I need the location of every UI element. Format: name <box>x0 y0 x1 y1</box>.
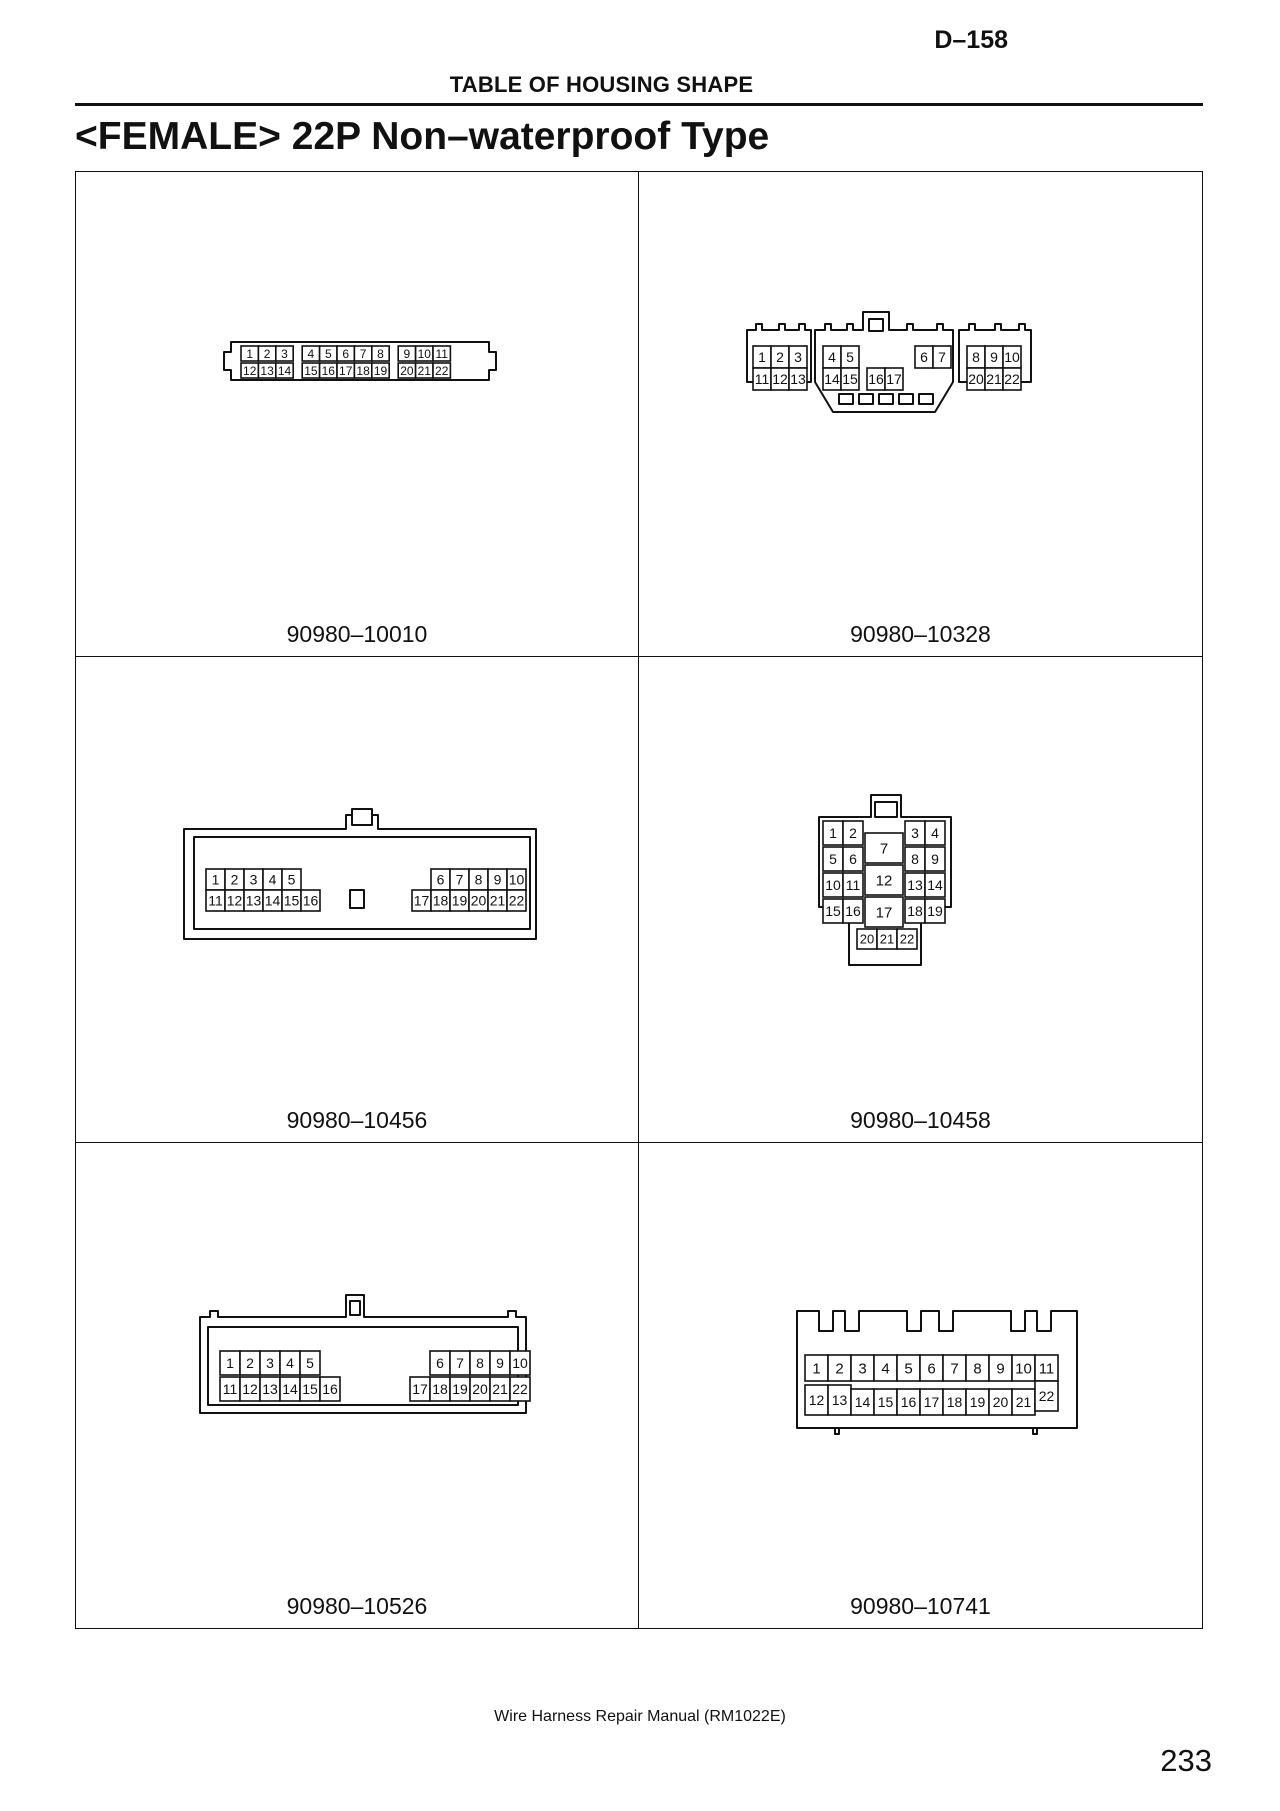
pin-cavity <box>416 363 433 378</box>
pin-number: 17 <box>886 371 902 388</box>
pin-number: 15 <box>304 363 318 378</box>
pin-number: 13 <box>260 363 274 378</box>
pin-number: 4 <box>881 1360 890 1378</box>
pin-number: 8 <box>972 349 980 366</box>
pin-number: 3 <box>281 346 288 361</box>
pin-number: 19 <box>452 1380 468 1397</box>
pin-number: 15 <box>283 892 300 909</box>
pin-cavity <box>841 368 859 390</box>
pin-number: 22 <box>435 363 449 378</box>
pin-cavity <box>431 890 450 911</box>
pin-number: 21 <box>986 371 1002 388</box>
pin-cavity <box>771 346 789 368</box>
pin-number: 16 <box>302 892 319 909</box>
pin-cavity <box>989 1389 1012 1415</box>
pin-number: 7 <box>455 871 464 888</box>
pin-number: 3 <box>858 1360 867 1378</box>
pin-cavity <box>225 890 244 911</box>
pin-cavity <box>470 1377 490 1401</box>
pin-number: 12 <box>243 363 257 378</box>
pin-number: 18 <box>907 903 923 920</box>
pin-cavity <box>905 873 925 897</box>
lock-tab <box>352 809 372 825</box>
pin-cavity <box>1012 1389 1035 1415</box>
pin-cavity <box>905 847 925 871</box>
pin-cavity <box>925 873 945 897</box>
page-code: D–158 <box>934 26 1008 54</box>
pin-cavity <box>915 346 933 368</box>
pin-cavity <box>206 869 225 890</box>
pin-number: 9 <box>496 1354 504 1371</box>
pin-cavity <box>320 346 337 361</box>
pin-cavity <box>753 346 771 368</box>
pin-number: 18 <box>432 1380 448 1397</box>
pin-cavity <box>805 1385 828 1415</box>
pin-cavity <box>823 847 843 871</box>
pin-cavity <box>885 368 903 390</box>
pin-number: 20 <box>472 1380 488 1397</box>
pin-cavity <box>753 368 771 390</box>
pin-cavity <box>925 821 945 845</box>
pin-number: 9 <box>403 346 411 361</box>
key-slot <box>350 890 364 908</box>
pin-cavity <box>851 1355 874 1381</box>
pin-cavity <box>263 869 282 890</box>
pin-number: 15 <box>842 371 858 388</box>
pin-number: 1 <box>226 1354 234 1371</box>
pin-cavity <box>805 1355 828 1381</box>
pin-number: 7 <box>950 1360 959 1378</box>
pin-cavity <box>828 1355 851 1381</box>
pin-cavity <box>240 1351 260 1375</box>
pin-cavity <box>851 1389 874 1415</box>
pin-cavity <box>771 368 789 390</box>
pin-cavity <box>398 363 415 378</box>
pin-number: 19 <box>969 1393 986 1410</box>
pin-number: 21 <box>879 932 895 948</box>
pin-number: 17 <box>923 1393 940 1410</box>
pin-number: 6 <box>920 349 928 366</box>
pin-cavity <box>823 346 841 368</box>
pin-number: 10 <box>417 346 431 361</box>
pin-number: 13 <box>907 877 923 894</box>
pin-cavity <box>260 1377 280 1401</box>
slot <box>899 394 913 404</box>
pin-cavity <box>966 1355 989 1381</box>
pin-cavity <box>920 1355 943 1381</box>
pin-cavity <box>320 1377 340 1401</box>
pin-cavity <box>450 869 469 890</box>
pin-number: 14 <box>824 371 840 388</box>
pin-number: 15 <box>302 1380 318 1397</box>
pin-cavity <box>412 890 431 911</box>
pin-number: 15 <box>877 1393 894 1410</box>
pin-cavity <box>263 890 282 911</box>
pin-number: 14 <box>282 1380 298 1397</box>
pin-cavity <box>867 368 885 390</box>
pin-cavity <box>450 890 469 911</box>
pin-number: 14 <box>277 363 292 378</box>
pin-cavity <box>857 929 877 949</box>
pin-cavity <box>789 346 807 368</box>
pin-number: 17 <box>875 904 893 922</box>
pin-cavity <box>372 346 389 361</box>
pin-number: 9 <box>493 871 502 888</box>
connector-table <box>75 171 1203 1629</box>
pin-number: 9 <box>996 1360 1005 1378</box>
pin-number: 16 <box>845 903 861 920</box>
pin-cavity <box>490 1377 510 1401</box>
pin-number: 22 <box>1004 371 1020 388</box>
pin-number: 16 <box>868 371 884 388</box>
part-number: 90980–10010 <box>286 621 428 648</box>
pin-number: 11 <box>435 346 448 361</box>
pin-cavity <box>320 363 337 378</box>
pin-number: 13 <box>790 371 806 388</box>
pin-cavity <box>985 346 1003 368</box>
pin-cavity <box>280 1377 300 1401</box>
pin-cavity <box>220 1351 240 1375</box>
pin-number: 18 <box>946 1393 963 1410</box>
pin-number: 8 <box>973 1360 982 1378</box>
pin-number: 2 <box>246 1354 254 1371</box>
connector-diagram-10741 <box>639 1143 1203 1629</box>
pin-cavity <box>488 869 507 890</box>
pin-number: 2 <box>263 346 271 361</box>
pin-number: 16 <box>321 363 335 378</box>
pin-cavity <box>865 897 903 927</box>
pin-number: 10 <box>1015 1360 1032 1378</box>
pin-cavity <box>510 1351 530 1375</box>
pin-number: 8 <box>377 346 384 361</box>
pin-number: 13 <box>262 1380 278 1397</box>
slot <box>859 394 873 404</box>
lock-tab <box>875 802 897 817</box>
connector-diagram-10328 <box>639 172 1203 658</box>
pin-number: 12 <box>226 892 243 909</box>
pin-number: 22 <box>508 892 525 909</box>
pin-cavity <box>280 1351 300 1375</box>
pin-number: 4 <box>931 825 939 842</box>
pin-number: 6 <box>342 346 350 361</box>
pin-cavity <box>431 869 450 890</box>
pin-number: 10 <box>825 877 841 894</box>
pin-cavity <box>372 363 389 378</box>
section-title: TABLE OF HOUSING SHAPE <box>449 72 754 97</box>
pin-number: 16 <box>322 1380 338 1397</box>
part-number: 90980–10456 <box>286 1106 428 1133</box>
pin-number: 8 <box>911 851 919 868</box>
pin-cavity <box>433 363 450 378</box>
pin-number: 9 <box>931 851 939 868</box>
pin-cavity <box>823 899 843 923</box>
pin-number: 10 <box>512 1354 528 1371</box>
pin-cavity <box>301 890 320 911</box>
pin-cavity <box>430 1377 450 1401</box>
pin-cavity <box>300 1377 320 1401</box>
pin-cavity <box>354 346 371 361</box>
pin-cavity <box>469 890 488 911</box>
pin-cavity <box>874 1355 897 1381</box>
pin-number: 4 <box>307 346 315 361</box>
pin-number: 11 <box>208 892 223 909</box>
pin-number: 10 <box>508 871 525 888</box>
pin-number: 20 <box>470 892 487 909</box>
pin-number: 18 <box>356 363 370 378</box>
pin-cavity <box>1012 1355 1035 1381</box>
pin-cavity <box>943 1389 966 1415</box>
pin-number: 14 <box>927 877 943 894</box>
connector-cell <box>76 657 639 1142</box>
pin-cavity <box>920 1389 943 1415</box>
pin-number: 2 <box>230 871 239 888</box>
pin-cavity <box>282 890 301 911</box>
pin-cavity <box>943 1355 966 1381</box>
pin-cavity <box>1003 346 1021 368</box>
pin-number: 12 <box>772 371 788 388</box>
pin-cavity <box>507 869 526 890</box>
pin-cavity <box>897 1355 920 1381</box>
pin-number: 4 <box>268 871 277 888</box>
pin-number: 5 <box>306 1354 314 1371</box>
pin-number: 11 <box>1038 1360 1055 1378</box>
slot <box>879 394 893 404</box>
pin-cavity <box>241 346 258 361</box>
pin-number: 8 <box>476 1354 484 1371</box>
pin-number: 19 <box>927 903 943 920</box>
pin-cavity <box>398 346 415 361</box>
part-number: 90980–10458 <box>850 1106 991 1133</box>
manual-title: Wire Harness Repair Manual (RM1022E) <box>494 1708 786 1725</box>
pin-cavity <box>877 929 897 949</box>
pin-cavity <box>967 346 985 368</box>
pin-number: 21 <box>492 1380 508 1397</box>
pin-number: 13 <box>831 1391 848 1408</box>
pin-cavity <box>244 890 263 911</box>
pin-cavity <box>925 899 945 923</box>
pin-cavity <box>985 368 1003 390</box>
pin-number: 21 <box>1015 1393 1032 1410</box>
pin-cavity <box>1003 368 1021 390</box>
pin-cavity <box>302 363 319 378</box>
pin-number: 17 <box>412 1380 428 1397</box>
pin-cavity <box>897 929 917 949</box>
pin-cavity <box>416 346 433 361</box>
pin-number: 20 <box>992 1393 1009 1410</box>
pin-number: 3 <box>249 871 258 888</box>
pin-number: 9 <box>990 349 998 366</box>
pin-number: 3 <box>794 349 802 366</box>
pin-cavity <box>337 363 354 378</box>
pin-number: 21 <box>417 363 431 378</box>
pin-cavity <box>220 1377 240 1401</box>
pin-cavity <box>300 1351 320 1375</box>
pin-cavity <box>450 1377 470 1401</box>
pin-number: 6 <box>927 1360 936 1378</box>
pin-number: 22 <box>1038 1387 1055 1404</box>
pin-cavity <box>843 821 863 845</box>
pin-cavity <box>241 363 258 378</box>
pin-number: 10 <box>1004 349 1020 366</box>
pin-cavity <box>828 1385 851 1415</box>
pin-number: 1 <box>829 825 837 842</box>
pin-cavity <box>469 869 488 890</box>
pin-number: 12 <box>242 1380 258 1397</box>
pin-number: 19 <box>373 363 388 378</box>
pin-cavity <box>225 869 244 890</box>
pin-cavity <box>302 346 319 361</box>
pin-number: 2 <box>776 349 784 366</box>
header-rule <box>75 103 1203 106</box>
page-number: 233 <box>1160 1743 1212 1778</box>
pin-cavity <box>925 847 945 871</box>
pin-number: 12 <box>808 1391 825 1408</box>
lock-tab <box>350 1301 360 1315</box>
pin-number: 20 <box>400 363 414 378</box>
pin-cavity <box>450 1351 470 1375</box>
connector-cell <box>76 1143 639 1628</box>
pin-cavity <box>989 1355 1012 1381</box>
connector-diagram-10456 <box>76 657 640 1143</box>
pin-number: 22 <box>512 1380 528 1397</box>
pin-cavity <box>789 368 807 390</box>
connector-diagram-10458 <box>639 657 1203 1143</box>
housing-foot <box>835 1428 839 1434</box>
pin-cavity <box>865 833 903 863</box>
pin-cavity <box>865 865 903 895</box>
slot <box>919 394 933 404</box>
pin-number: 16 <box>900 1393 917 1410</box>
part-number: 90980–10328 <box>850 621 991 648</box>
pin-cavity <box>276 346 293 361</box>
pin-cavity <box>1035 1355 1058 1381</box>
pin-number: 11 <box>754 371 770 388</box>
part-number: 90980–10741 <box>850 1593 991 1619</box>
pin-number: 11 <box>222 1380 238 1397</box>
pin-cavity <box>258 346 275 361</box>
pin-cavity <box>905 899 925 923</box>
pin-cavity <box>410 1377 430 1401</box>
pin-cavity <box>354 363 371 378</box>
connector-cell <box>639 1143 1202 1628</box>
pin-cavity <box>897 1389 920 1415</box>
pin-number: 6 <box>849 851 857 868</box>
pin-number: 12 <box>875 872 893 890</box>
pin-cavity <box>488 890 507 911</box>
pin-cavity <box>282 869 301 890</box>
pin-cavity <box>874 1389 897 1415</box>
pin-number: 5 <box>829 851 837 868</box>
pin-cavity <box>841 346 859 368</box>
pin-number: 7 <box>879 840 889 858</box>
pin-cavity <box>258 363 275 378</box>
pin-cavity <box>244 869 263 890</box>
connector-diagram-10526 <box>76 1143 640 1629</box>
pin-cavity <box>823 368 841 390</box>
pin-number: 6 <box>436 871 445 888</box>
page-heading: <FEMALE> 22P Non–waterproof Type <box>75 115 770 158</box>
pin-number: 20 <box>968 371 984 388</box>
pin-number: 20 <box>859 932 875 948</box>
pin-number: 15 <box>825 903 841 920</box>
pin-number: 17 <box>413 892 430 909</box>
lock-tab <box>869 319 883 331</box>
pin-cavity <box>823 873 843 897</box>
connector-cell <box>639 657 1202 1142</box>
pin-cavity <box>490 1351 510 1375</box>
connector-diagram-10010 <box>76 172 640 658</box>
pin-cavity <box>843 847 863 871</box>
pin-number: 3 <box>266 1354 274 1371</box>
pin-number: 7 <box>456 1354 464 1371</box>
pin-number: 19 <box>451 892 468 909</box>
pin-cavity <box>276 363 293 378</box>
pin-number: 7 <box>938 349 946 366</box>
pin-number: 1 <box>246 346 254 361</box>
pin-number: 17 <box>339 363 353 378</box>
pin-number: 1 <box>812 1360 821 1378</box>
pin-cavity <box>843 899 863 923</box>
pin-cavity <box>430 1351 450 1375</box>
pin-number: 4 <box>828 349 836 366</box>
pin-number: 14 <box>854 1393 871 1410</box>
pin-number: 22 <box>899 932 915 948</box>
pin-number: 8 <box>474 871 483 888</box>
pin-cavity <box>1035 1381 1058 1411</box>
pin-number: 13 <box>245 892 262 909</box>
pin-cavity <box>843 873 863 897</box>
pin-number: 7 <box>359 346 367 361</box>
pin-cavity <box>337 346 354 361</box>
pin-number: 21 <box>489 892 506 909</box>
pin-number: 4 <box>286 1354 294 1371</box>
pin-cavity <box>240 1377 260 1401</box>
pin-cavity <box>966 1389 989 1415</box>
pin-number: 1 <box>758 349 766 366</box>
pin-cavity <box>967 368 985 390</box>
pin-number: 1 <box>211 871 220 888</box>
connector-cell <box>76 172 639 657</box>
part-number: 90980–10526 <box>286 1593 428 1619</box>
pin-cavity <box>510 1377 530 1401</box>
pin-number: 5 <box>904 1360 913 1378</box>
pin-number: 5 <box>287 871 296 888</box>
housing-foot <box>1033 1428 1037 1434</box>
pin-cavity <box>507 890 526 911</box>
pin-cavity <box>823 821 843 845</box>
slot <box>839 394 853 404</box>
pin-cavity <box>433 346 450 361</box>
pin-cavity <box>933 346 951 368</box>
pin-number: 5 <box>324 346 332 361</box>
pin-cavity <box>905 821 925 845</box>
pin-number: 3 <box>911 825 919 842</box>
connector-cell <box>639 172 1202 657</box>
pin-number: 18 <box>432 892 449 909</box>
pin-cavity <box>470 1351 490 1375</box>
pin-number: 11 <box>845 877 861 894</box>
pin-number: 2 <box>835 1360 844 1378</box>
pin-number: 14 <box>264 892 281 909</box>
pin-number: 2 <box>849 825 857 842</box>
pin-cavity <box>206 890 225 911</box>
pin-number: 5 <box>846 349 854 366</box>
pin-cavity <box>260 1351 280 1375</box>
pin-number: 6 <box>436 1354 444 1371</box>
